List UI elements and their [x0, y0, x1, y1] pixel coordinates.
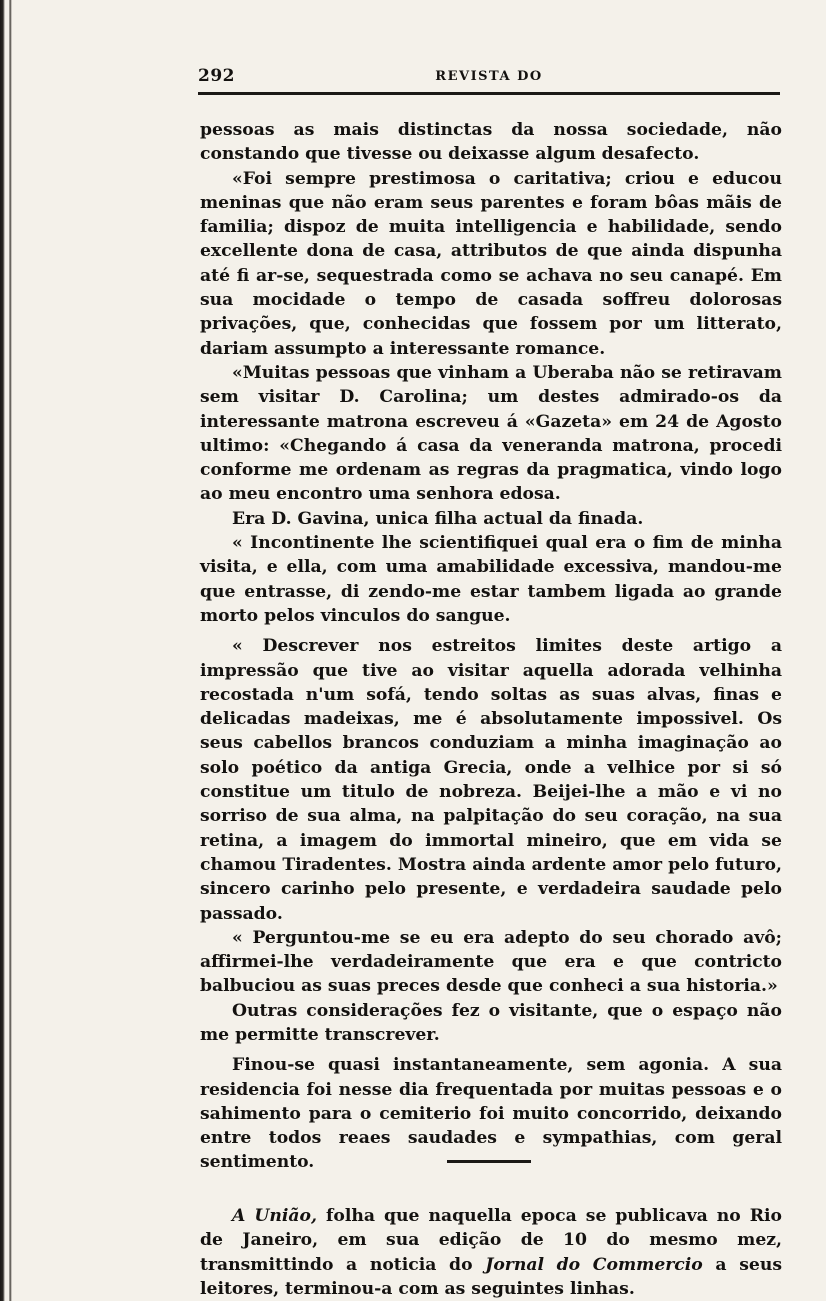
book-binding-edge [0, 0, 22, 1301]
paragraph: Outras considerações fez o visitante, que o espaço não me permitte transcrever. [200, 1000, 782, 1045]
note-paragraph [200, 1204, 782, 1301]
paragraph: « Descrever nos estreitos limites deste artigo a impressão que tive ao visitar aquella adorada velhinha recostada n'um sofá, tendo soltas as suas alvas, finas e delicadas madeixas, me é absolutamente impossivel. Os seus cabellos brancos conduziam a minha imaginação ao solo poético da antiga Grecia, onde a velhice por si só constitue um titulo de nobreza. Beijei-lhe a mão e vi no sorriso de sua alma, na palpitação do seu coração, na sua retina, a imagem do immortal mineiro, que em vida se chamou Tiradentes. Mostra ainda ardente amor pelo futuro, sincero carinho pelo presente, e verdadeira saudade pelo passado. [200, 636, 782, 924]
paragraph: «Muitas pessoas que vinham a Uberaba não se retiravam sem visitar D. Carolina; um destes admirado-os da interessante matrona escreveu á «Gazeta» em 24 de Agosto ultimo: «Chegando á casa da veneranda matrona, procedi conforme me ordenam as regras da pragmatica, vindo logo ao meu encontro uma senhora edosa. [200, 362, 782, 505]
journal-name: Jornal do Commercio [485, 1254, 703, 1275]
paragraph: Era D. Gavina, unica filha actual da finada. [232, 508, 644, 529]
closing-note [200, 1204, 782, 1301]
paragraph: pessoas as mais distinctas da nossa sociedade, não constando que tivesse ou deixasse algum desafecto. [200, 120, 782, 165]
page-number: 292 [198, 66, 235, 86]
paragraph: Finou-se quasi instantaneamente, sem agonia. A sua residencia foi nesse dia frequentada por muitas pessoas e o sahimento para o cemiterio foi muito concorrido, deixando entre todos reaes saudades e sympathias, com geral sentimento. [200, 1055, 782, 1173]
section-divider [447, 1160, 531, 1163]
paragraph: « Perguntou-me se eu era adepto do seu chorado avô; affirmei-lhe verdadeiramente que era e que contricto balbuciou as suas preces desde que conheci a sua historia.» [200, 927, 782, 997]
main-text [200, 118, 782, 1175]
note-text: folha que naquella epoca se publicava no Rio de Janeiro, em sua edição de 10 do mesmo mez, transmittindo a noticia do [200, 1206, 782, 1275]
newspaper-name: A União, [232, 1206, 317, 1226]
note-text: a seus leitores, terminou-a com as seguintes linhas. [200, 1254, 783, 1299]
page-header [198, 66, 780, 95]
paragraph: «Foi sempre prestimosa o caritativa; criou e educou meninas que não eram seus parentes e foram bôas mãis de familia; dispoz de muita intelligencia e habilidade, sendo excellente dona de casa, attributos de que ainda dispunha até fi ar-se, sequestrada como se achava no seu canapé. Em sua mocidade o tempo de casada soffreu dolorosas privações, que, conhecidas que fossem por um litterato, dariam assumpto a interessante romance. [200, 168, 782, 359]
running-title: REVISTA DO [435, 69, 543, 84]
paragraph: « Incontinente lhe scientifiquei qual era o fim de minha visita, e ella, com uma amabilidade excessiva, mandou-me que entrasse, di zendo-me estar tambem ligada ao grande morto pelos vinculos do sangue. [200, 533, 782, 626]
